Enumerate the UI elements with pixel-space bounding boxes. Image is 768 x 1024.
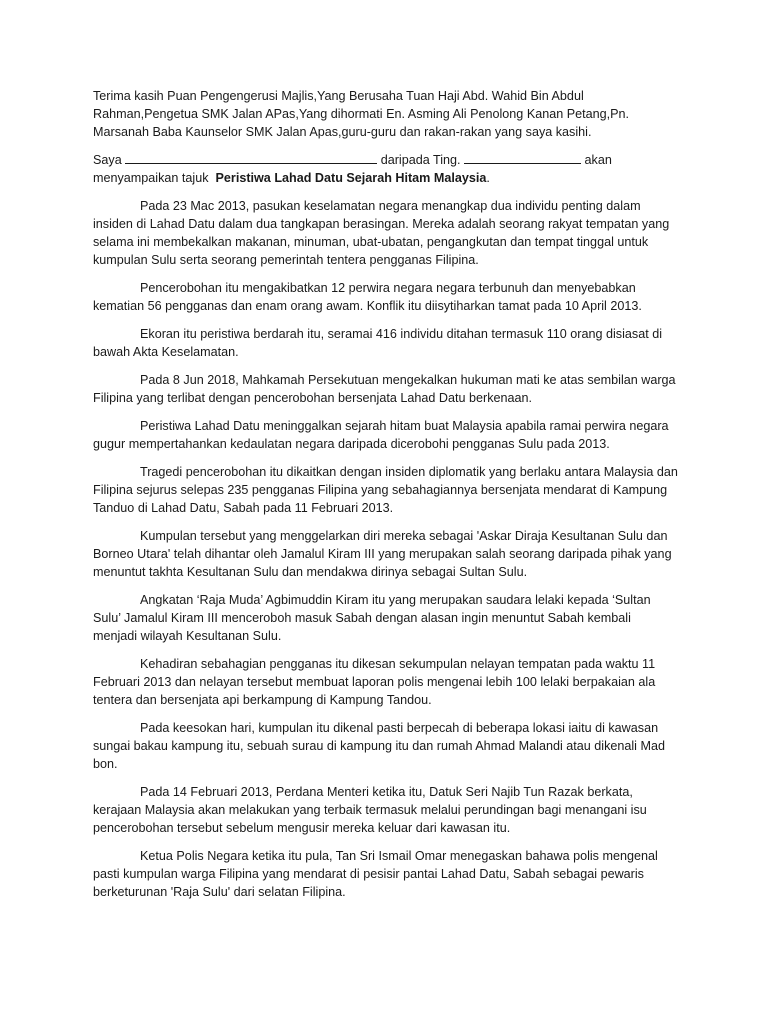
body-paragraph: Pada 8 Jun 2018, Mahkamah Persekutuan mengekalkan hukuman mati ke atas sembilan warga Filipina yang terlibat dengan pencerobohan bersenjata Lahad Datu berkenaan. [93, 373, 676, 405]
body-paragraph: Ketua Polis Negara ketika itu pula, Tan Sri Ismail Omar menegaskan bahawa polis mengenal pasti kumpulan warga Filipina yang mendarat di pesisir pantai Lahad Datu, Sabah sebagai pewaris berketurunan 'Raja Sulu' dari selatan Filipina. [93, 849, 658, 899]
intro-akan: akan menyampaikan [93, 153, 612, 185]
greeting-paragraph: Terima kasih Puan Pengengerusi Majlis,Yang Berusaha Tuan Haji Abd. Wahid Bin Abdul Rahman,Pengetua SMK Jalan APas,Yang dihormati En. Asming Ali Penolong Kanan Petang,Pn. Marsanah Baba Kaunselor SMK Jalan Apas,guru-guru dan rakan-rakan yang saya kasihi. [93, 89, 630, 139]
body-paragraph: Peristiwa Lahad Datu meninggalkan sejarah hitam buat Malaysia apabila ramai perwira negara gugur mempertahankan kedaulatan negara daripada dicerobohi pengganas Sulu pada 2013. [93, 419, 669, 451]
body-paragraph: Ekoran itu peristiwa berdarah itu, seramai 416 individu ditahan termasuk 110 orang disiasat di bawah Akta Keselamatan. [93, 327, 663, 359]
body-paragraph: Pada 23 Mac 2013, pasukan keselamatan negara menangkap dua individu penting dalam insiden di Lahad Datu dalam dua tangkapan berasingan. Mereka adalah seorang rakyat tempatan yang selama ini membekalkan makanan, minuman, ubat-ubatan, pengangkutan dan tempat tinggal untuk kumpulan Sulu serta seorang pemerintah tentera pengganas Filipina. [93, 199, 670, 267]
name-blank [125, 152, 377, 164]
intro-paragraph [93, 151, 678, 187]
body-paragraph: Angkatan ‘Raja Muda’ Agbimuddin Kiram itu yang merupakan saudara lelaki kepada ‘Sultan Sulu’ Jamalul Kiram III menceroboh masuk Sabah dengan alasan ingin menuntut Sabah kembali menjadi wilayah Kesultanan Sulu. [93, 593, 651, 643]
intro-daripada: daripada Ting. [380, 153, 461, 167]
body-paragraph: Pada keesokan hari, kumpulan itu dikenal pasti berpecah di beberapa lokasi iaitu di kawasan sungai bakau kampung itu, sebuah surau di kampung itu dan rumah Ahmad Malandi atau dikenali Mad bon. [93, 721, 665, 771]
speech-title: Peristiwa Lahad Datu Sejarah Hitam Malaysia [215, 171, 487, 185]
body-paragraph: Tragedi pencerobohan itu dikaitkan dengan insiden diplomatik yang berlaku antara Malaysia dan Filipina sejurus selepas 235 pengganas Filipina yang sebahagiannya bersenjata mendarat di Kampung Tanduo di Lahad Datu, Sabah pada 11 Februari 2013. [93, 465, 678, 515]
document-page [93, 87, 678, 911]
intro-tajuk: tajuk [181, 171, 209, 185]
body-paragraph: Pada 14 Februari 2013, Perdana Menteri ketika itu, Datuk Seri Najib Tun Razak berkata, kerajaan Malaysia akan melakukan yang terbaik termasuk melalui perundingan bagi menangani isu pencerobohan tersebut sebelum mengusir mereka keluar dari kawasan itu. [93, 785, 647, 835]
body-paragraph: Kehadiran sebahagian pengganas itu dikesan sekumpulan nelayan tempatan pada waktu 11 Februari 2013 dan nelayan tersebut membuat laporan polis mengenai lebih 100 lelaki berpakaian ala tentera dan bersenjata api berkampung di Kampung Tandou. [93, 657, 656, 707]
intro-period: . [486, 171, 490, 185]
body-paragraph: Kumpulan tersebut yang menggelarkan diri mereka sebagai 'Askar Diraja Kesultanan Sulu dan Borneo Utara' telah dihantar oleh Jamalul Kiram III yang merupakan salah seorang daripada pihak yang menuntut takhta Kesultanan Sulu dan mendakwa dirinya sebagai Sultan Sulu. [93, 529, 672, 579]
body-paragraph: Pencerobohan itu mengakibatkan 12 perwira negara negara terbunuh dan menyebabkan kematian 56 pengganas dan enam orang awam. Konflik itu diisytiharkan tamat pada 10 April 2013. [93, 281, 642, 313]
intro-saya: Saya [93, 153, 122, 167]
class-blank [464, 152, 581, 164]
